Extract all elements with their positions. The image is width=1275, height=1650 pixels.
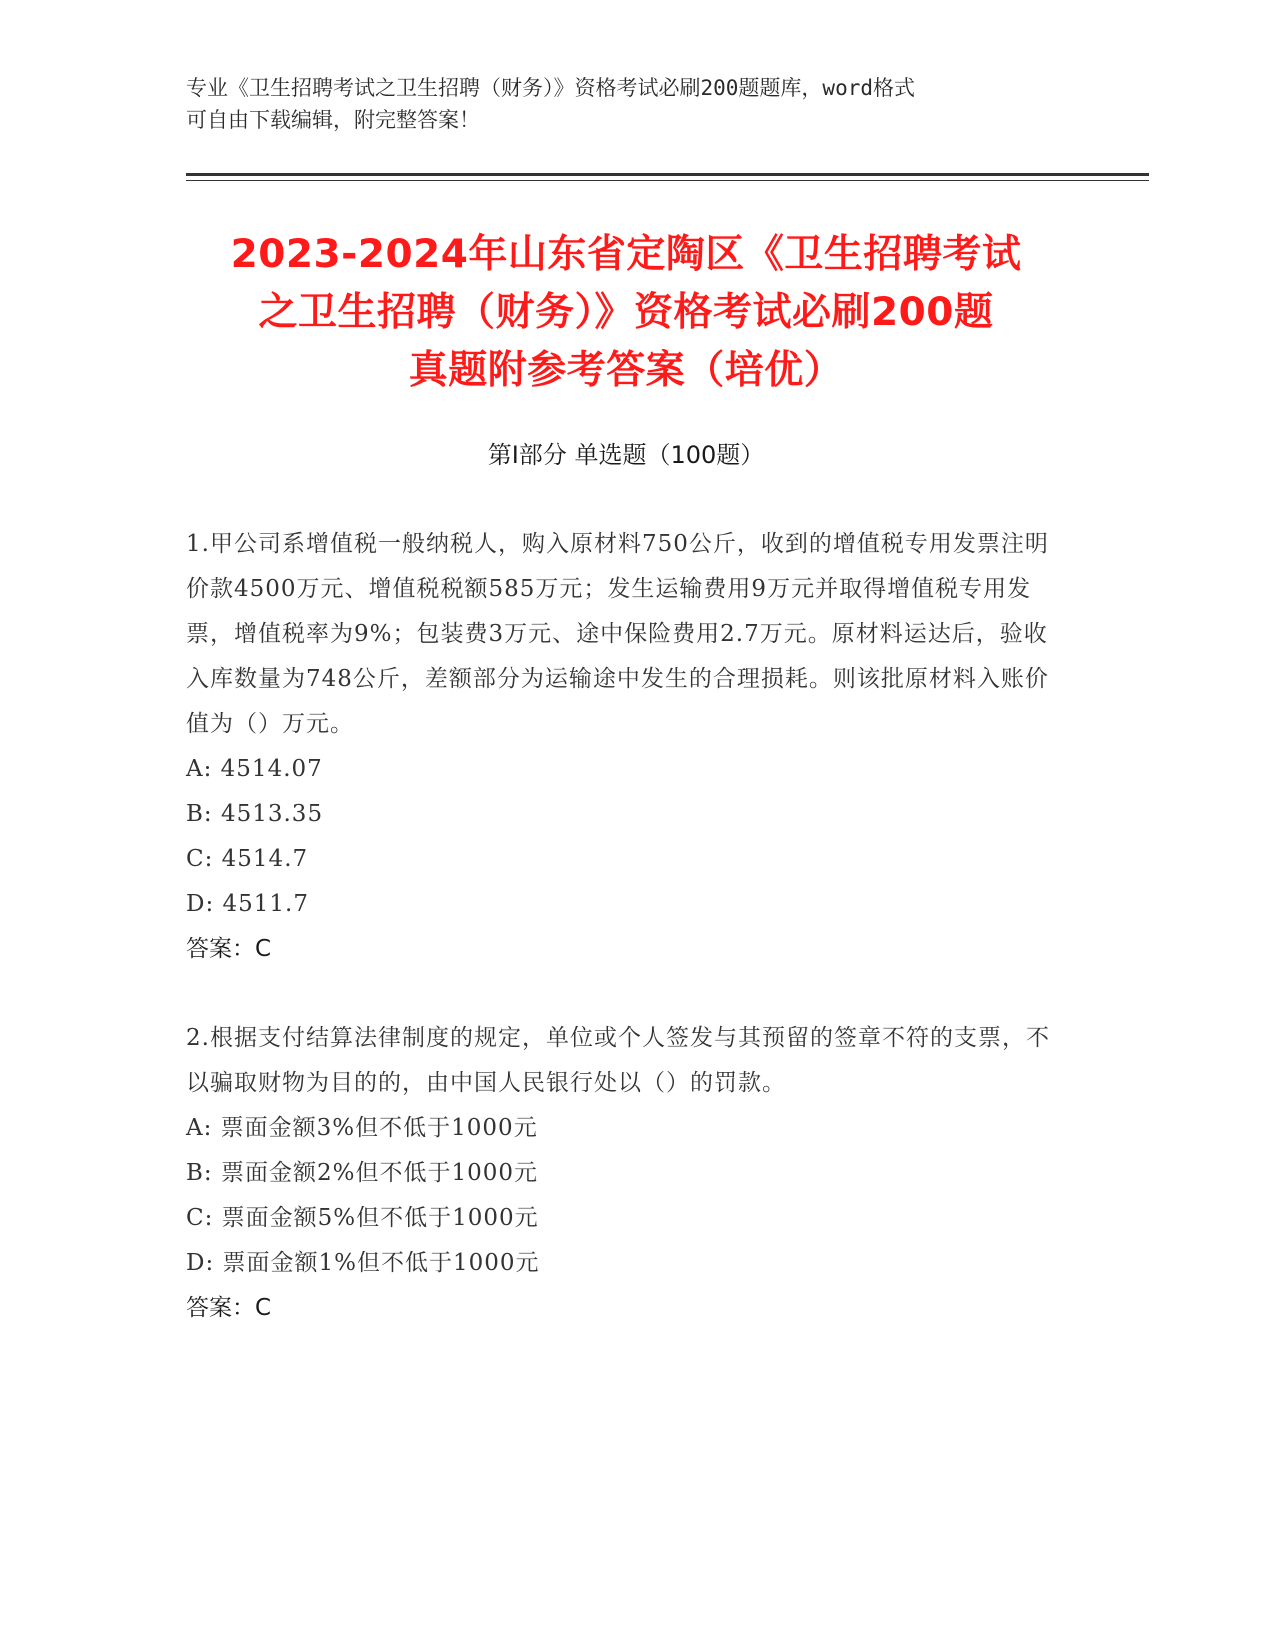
question-stem: 1.甲公司系增值税一般纳税人，购入原材料750公斤，收到的增值税专用发票注明价款4500万元、增值税税额585万元；发生运输费用9万元并取得增值税专用发票，增值税率为9%；包装费3万元、途中保险费用2.7万元。原材料运达后，验收入库数量为748公斤，差额部分为运输途中发生的合理损耗。则该批原材料入账价值为（）万元。 [186,531,1049,737]
option-d: D: 票面金额1%但不低于1000元 [186,1250,540,1276]
document-title [186,226,1066,400]
question-1 [186,522,1066,972]
title-line-1: 2023-2024年山东省定陶区《卫生招聘考试 [230,232,1022,277]
option-b: B: 4513.35 [186,801,324,827]
header-note-line-1: 专业《卫生招聘考试之卫生招聘（财务）》资格考试必刷200题题库，word格式 [186,76,915,100]
option-c: C: 4514.7 [186,846,309,872]
option-b: B: 票面金额2%但不低于1000元 [186,1160,538,1186]
section-title: 第Ⅰ部分 单选题（100题） [487,441,765,469]
answer: 答案：C [186,936,272,962]
header-note [186,72,1066,136]
answer: 答案：C [186,1295,272,1321]
header-note-line-2: 可自由下载编辑，附完整答案！ [186,108,480,132]
question-stem: 2.根据支付结算法律制度的规定，单位或个人签发与其预留的签章不符的支票，不以骗取财物为目的的，由中国人民银行处以（）的罚款。 [186,1025,1050,1096]
header-divider-thin [186,180,1149,181]
option-c: C: 票面金额5%但不低于1000元 [186,1205,539,1231]
title-line-3: 真题附参考答案（培优） [408,348,844,393]
question-2 [186,1016,1066,1331]
option-d: D: 4511.7 [186,891,309,917]
header-divider-thick [186,173,1149,176]
title-line-2: 之卫生招聘（财务）》资格考试必刷200题 [258,290,994,335]
option-a: A: 票面金额3%但不低于1000元 [186,1115,538,1141]
option-a: A: 4514.07 [186,756,323,782]
